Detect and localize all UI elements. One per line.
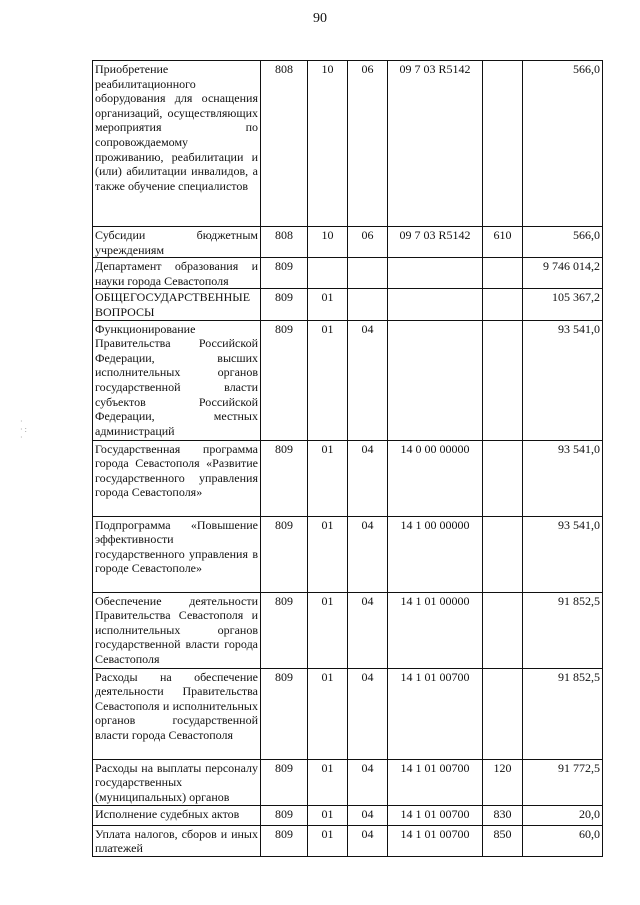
expense-type-cell [483,289,523,320]
expense-type-cell: 850 [483,825,523,856]
table-row [93,320,603,440]
section-code-cell: 01 [308,320,348,440]
target-article-cell: 14 1 01 00700 [388,805,483,825]
section-code-cell: 01 [308,592,348,668]
table-row [93,258,603,289]
subsection-code-cell: 06 [348,227,388,258]
subsection-code-cell: 04 [348,668,388,759]
ministry-code-cell: 809 [261,668,308,759]
amount-cell: 91 852,5 [523,668,603,759]
section-code-cell [308,258,348,289]
page-number: 90 [313,11,327,26]
ministry-code-cell: 808 [261,61,308,227]
expense-type-cell [483,440,523,516]
table-row [93,805,603,825]
section-code-cell: 01 [308,825,348,856]
row-name-cell: Обеспечение деятельности Правительства Севастополя и исполнительных органов государственной власти города Севастополя [93,592,261,668]
target-article-cell: 14 1 01 00700 [388,668,483,759]
section-code-cell: 10 [308,227,348,258]
target-article-cell: 14 1 00 00000 [388,516,483,592]
target-article-cell: 09 7 03 R5142 [388,227,483,258]
amount-cell: 566,0 [523,61,603,227]
table-row [93,440,603,516]
scan-artifact: · · : · [20,417,27,442]
budget-table [92,60,603,857]
subsection-code-cell: 06 [348,61,388,227]
table-row [93,516,603,592]
subsection-code-cell: 04 [348,440,388,516]
section-code-cell: 01 [308,805,348,825]
row-name-cell: ОБЩЕГОСУДАРСТВЕННЫЕ ВОПРОСЫ [93,289,261,320]
subsection-code-cell [348,289,388,320]
section-code-cell: 01 [308,668,348,759]
amount-cell: 105 367,2 [523,289,603,320]
table-row [93,289,603,320]
amount-cell: 93 541,0 [523,516,603,592]
expense-type-cell [483,320,523,440]
subsection-code-cell: 04 [348,805,388,825]
ministry-code-cell: 809 [261,825,308,856]
row-name-cell: Расходы на выплаты персоналу государственных (муниципальных) органов [93,759,261,805]
table-row [93,592,603,668]
row-name-cell: Приобретение реабилитационного оборудования для оснащения организаций, осуществляющих мероприятия по сопровождаемому проживанию, реабилитации и (или) абилитации инвалидов, а также обучение специалистов [93,61,261,227]
row-name-cell: Департамент образования и науки города Севастополя [93,258,261,289]
target-article-cell: 14 1 01 00700 [388,759,483,805]
ministry-code-cell: 809 [261,258,308,289]
row-name-cell: Функционирование Правительства Российской Федерации, высших исполнительных органов государственной власти субъектов Российской Федерации, местных администраций [93,320,261,440]
target-article-cell [388,289,483,320]
subsection-code-cell: 04 [348,592,388,668]
expense-type-cell [483,668,523,759]
target-article-cell: 14 1 01 00700 [388,825,483,856]
amount-cell: 566,0 [523,227,603,258]
section-code-cell: 01 [308,440,348,516]
amount-cell: 9 746 014,2 [523,258,603,289]
amount-cell: 93 541,0 [523,440,603,516]
expense-type-cell: 120 [483,759,523,805]
target-article-cell: 14 0 00 00000 [388,440,483,516]
amount-cell: 91 852,5 [523,592,603,668]
target-article-cell: 09 7 03 R5142 [388,61,483,227]
subsection-code-cell: 04 [348,516,388,592]
section-code-cell: 10 [308,61,348,227]
row-name-cell: Подпрограмма «Повышение эффективности государственного управления в городе Севастополе» [93,516,261,592]
ministry-code-cell: 809 [261,320,308,440]
amount-cell: 91 772,5 [523,759,603,805]
target-article-cell [388,258,483,289]
ministry-code-cell: 808 [261,227,308,258]
section-code-cell: 01 [308,516,348,592]
row-name-cell: Расходы на обеспечение деятельности Правительства Севастополя и исполнительных органов государственной власти города Севастополя [93,668,261,759]
target-article-cell: 14 1 01 00000 [388,592,483,668]
table-row [93,668,603,759]
section-code-cell: 01 [308,759,348,805]
amount-cell: 20,0 [523,805,603,825]
expense-type-cell: 830 [483,805,523,825]
expense-type-cell [483,516,523,592]
ministry-code-cell: 809 [261,805,308,825]
expense-type-cell [483,258,523,289]
row-name-cell: Государственная программа города Севастополя «Развитие государственного управления города Севастополя» [93,440,261,516]
table-row [93,227,603,258]
row-name-cell: Исполнение судебных актов [93,805,261,825]
amount-cell: 93 541,0 [523,320,603,440]
table-row [93,825,603,856]
ministry-code-cell: 809 [261,759,308,805]
ministry-code-cell: 809 [261,592,308,668]
amount-cell: 60,0 [523,825,603,856]
expense-type-cell [483,61,523,227]
section-code-cell: 01 [308,289,348,320]
ministry-code-cell: 809 [261,289,308,320]
expense-type-cell: 610 [483,227,523,258]
ministry-code-cell: 809 [261,440,308,516]
row-name-cell: Уплата налогов, сборов и иных платежей [93,825,261,856]
target-article-cell [388,320,483,440]
table-row [93,61,603,227]
expense-type-cell [483,592,523,668]
subsection-code-cell: 04 [348,759,388,805]
subsection-code-cell: 04 [348,320,388,440]
subsection-code-cell [348,258,388,289]
table-row [93,759,603,805]
ministry-code-cell: 809 [261,516,308,592]
row-name-cell: Субсидии бюджетным учреждениям [93,227,261,258]
subsection-code-cell: 04 [348,825,388,856]
